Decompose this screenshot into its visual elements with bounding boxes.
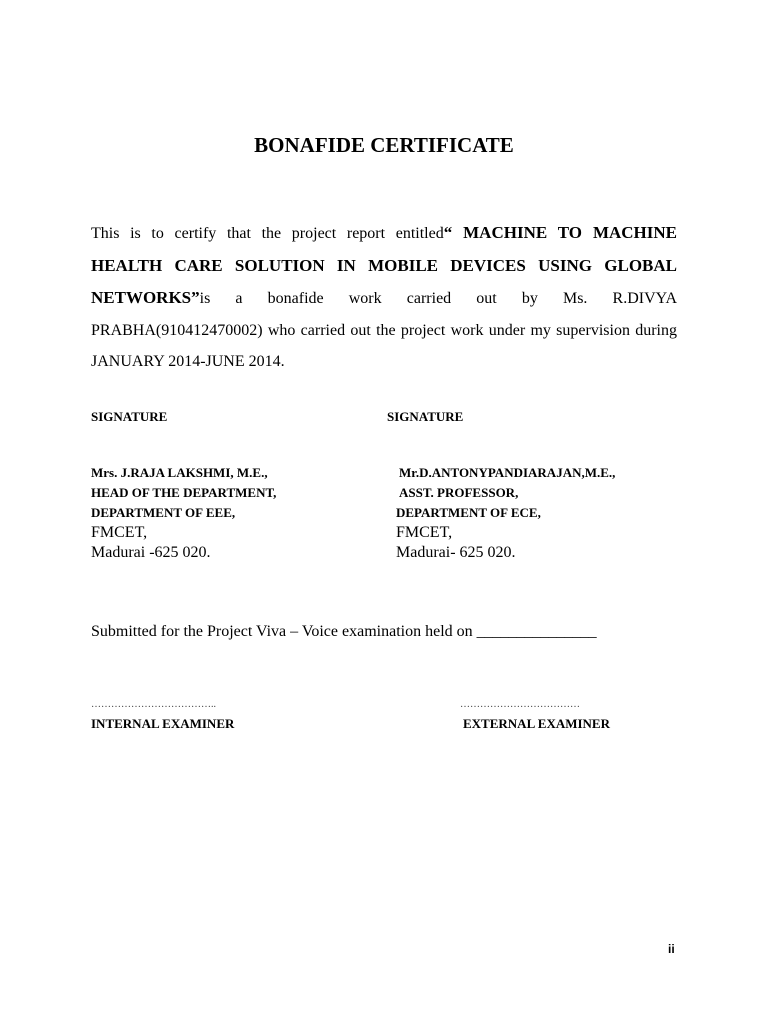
paragraph-body: is a bonafide work carried out by Ms. R.DIVYA PRABHA(910412470002) who carried out the project work under my supervision during JANUARY 2014-JUNE 2014. <box>91 290 677 370</box>
page-title: BONAFIDE CERTIFICATE <box>254 133 514 157</box>
right-signature-label: SIGNATURE <box>387 409 464 424</box>
right-signatory-department: DEPARTMENT OF ECE, <box>396 505 541 520</box>
right-signatory-designation: ASST. PROFESSOR, <box>399 485 519 500</box>
right-signatory-institution: FMCET, <box>396 524 453 541</box>
left-signatory-name: Mrs. J.RAJA LAKSHMI, M.E., <box>91 465 268 480</box>
left-signatory-block <box>91 463 276 563</box>
right-signatory-address: Madurai- 625 020. <box>396 544 516 561</box>
page-number: ii <box>668 942 675 956</box>
left-signatory-institution: FMCET, <box>91 524 148 541</box>
right-signatory-name: Mr.D.ANTONYPANDIARAJAN,M.E., <box>399 465 616 480</box>
left-signatory-address: Madurai -625 020. <box>91 544 211 561</box>
project-title: “ MACHINE TO MACHINE HEALTH CARE SOLUTION IN MOBILE DEVICES USING GLOBAL NETWORKS” <box>91 223 677 307</box>
internal-examiner-dots: ……………………………….. <box>91 699 216 710</box>
external-examiner-dots: ……………………………… <box>460 699 580 710</box>
left-signatory-department: DEPARTMENT OF EEE, <box>91 505 236 520</box>
paragraph-intro: This is to certify that the project report entitled <box>91 225 444 242</box>
left-signatory-designation: HEAD OF THE DEPARTMENT, <box>91 485 277 500</box>
external-examiner-label: EXTERNAL EXAMINER <box>463 716 610 731</box>
internal-examiner-label: INTERNAL EXAMINER <box>91 716 235 731</box>
certificate-paragraph <box>91 217 677 378</box>
left-signature-label: SIGNATURE <box>91 409 168 424</box>
viva-submission-line: Submitted for the Project Viva – Voice examination held on _______________ <box>91 623 597 640</box>
right-signatory-block <box>396 463 615 563</box>
